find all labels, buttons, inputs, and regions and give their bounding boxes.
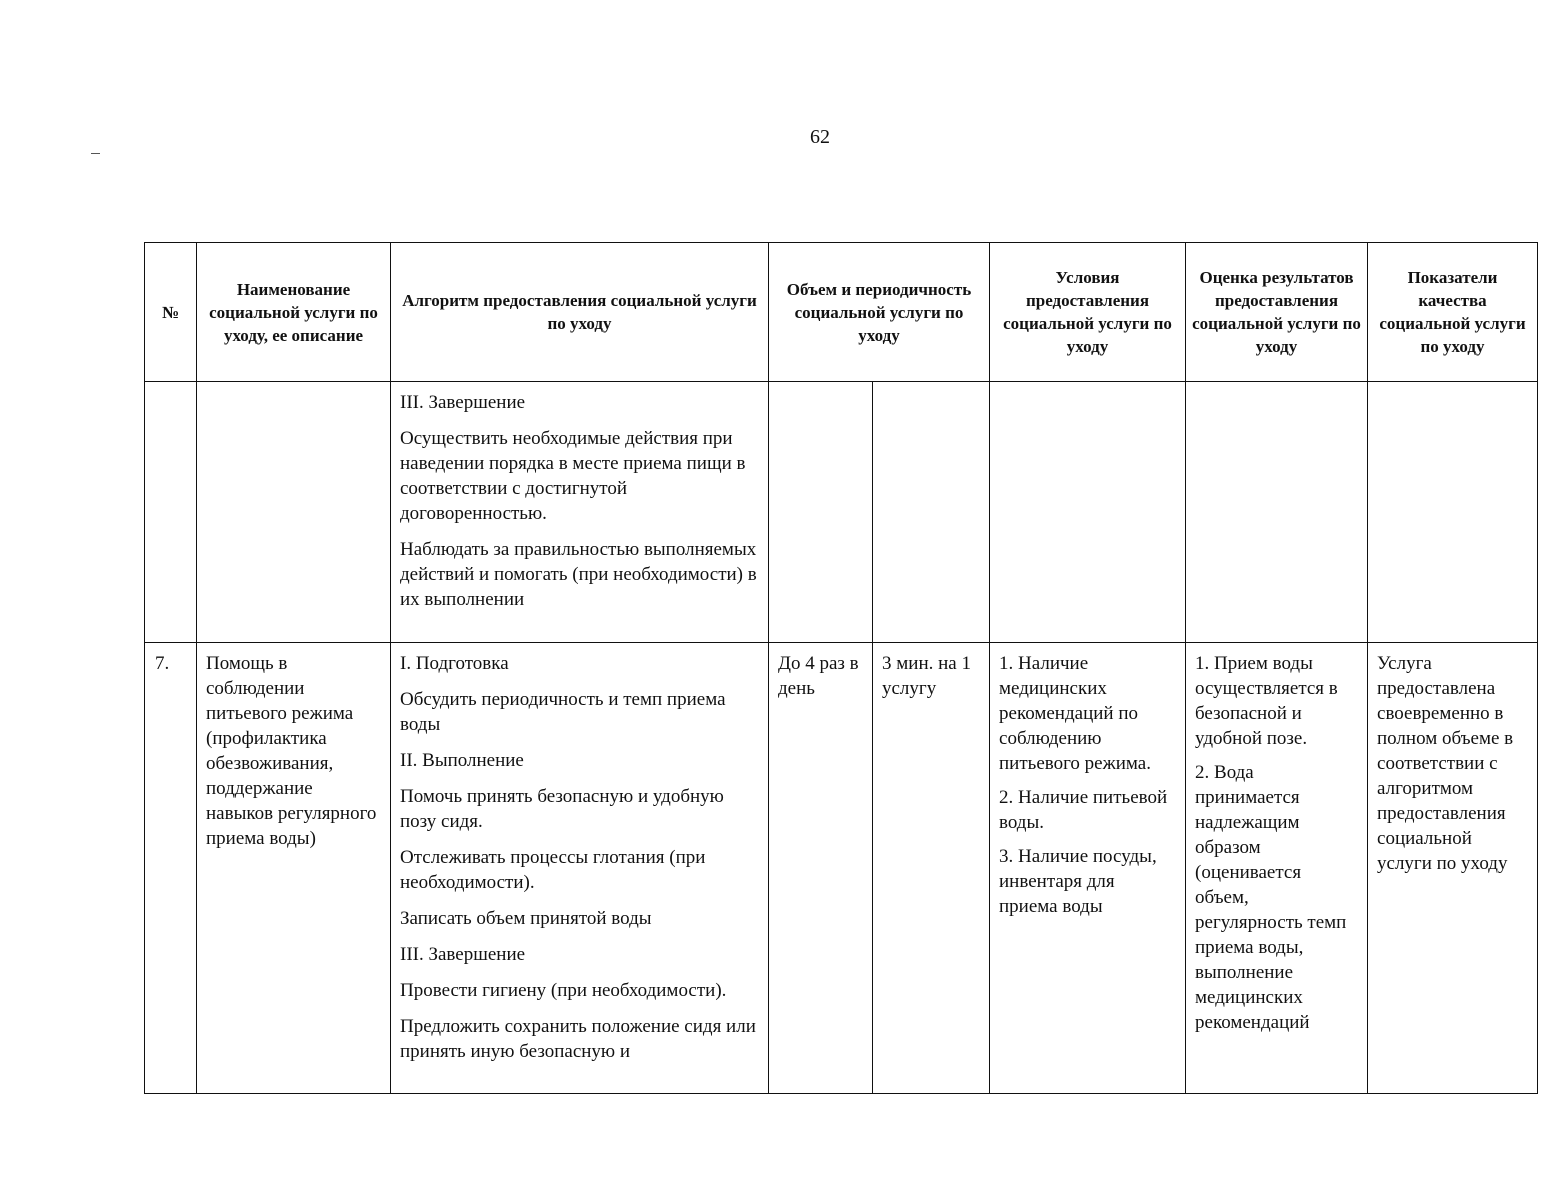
page-number: 62 <box>810 126 830 148</box>
condition-item: 3. Наличие посуды, инвентаря для приема воды <box>999 846 1157 917</box>
algorithm-step: Осуществить необходимые действия при наведении порядка в месте приема пищи в соответствии с достигнутой договоренностью. <box>400 428 746 524</box>
header-num: № <box>145 243 197 382</box>
cell-name-empty <box>197 382 391 643</box>
cell-frequency-empty <box>769 382 873 643</box>
header-volume-frequency: Объем и периодичность социальной услуги по уходу <box>769 243 990 382</box>
algorithm-step: Помочь принять безопасную и удобную позу сидя. <box>400 786 724 832</box>
header-conditions: Условия предоставления социальной услуги по уходу <box>990 243 1186 382</box>
algorithm-step: Обсудить периодичность и темп приема воды <box>400 689 726 735</box>
algorithm-step: I. Подготовка <box>400 653 509 674</box>
table-row <box>145 643 1538 1094</box>
algorithm-step: III. Завершение <box>400 392 526 413</box>
evaluation-item: 1. Прием воды осуществляется в безопасной и удобной позе. <box>1195 653 1338 749</box>
cell-conditions <box>990 643 1186 1094</box>
cell-quality-empty <box>1368 382 1538 643</box>
algorithm-step: Отслеживать процессы глотания (при необходимости). <box>400 847 706 893</box>
header-quality: Показатели качества социальной услуги по уходу <box>1368 243 1538 382</box>
scan-artifact-mark <box>91 153 100 154</box>
service-name: Помощь в соблюдении питьевого режима (профилактика обезвоживания, поддержание навыков регулярного приема воды) <box>197 643 391 1094</box>
header-evaluation: Оценка результатов предоставления социальной услуги по уходу <box>1186 243 1368 382</box>
table-row-continuation <box>145 382 1538 643</box>
cell-evaluation-empty <box>1186 382 1368 643</box>
cell-algorithm <box>391 382 769 643</box>
cell-num-empty <box>145 382 197 643</box>
header-service-name: Наименование социальной услуги по уходу, ее описание <box>197 243 391 382</box>
algorithm-step: II. Выполнение <box>400 750 524 771</box>
cell-algorithm <box>391 643 769 1094</box>
condition-item: 2. Наличие питьевой воды. <box>999 787 1168 833</box>
cell-duration-empty <box>873 382 990 643</box>
cell-evaluation <box>1186 643 1368 1094</box>
algorithm-step: Записать объем принятой воды <box>400 908 652 929</box>
header-algorithm: Алгоритм предоставления социальной услуги по уходу <box>391 243 769 382</box>
algorithm-step: Провести гигиену (при необходимости). <box>400 980 727 1001</box>
algorithm-step: Предложить сохранить положение сидя или принять иную безопасную и <box>400 1016 756 1062</box>
table-header-row <box>145 243 1538 382</box>
condition-item: 1. Наличие медицинских рекомендаций по соблюдению питьевого режима. <box>999 653 1151 774</box>
quality-indicator: Услуга предоставлена своевременно в полном объеме в соответствии с алгоритмом предоставления социальной услуги по уходу <box>1368 643 1538 1094</box>
row-number: 7. <box>145 643 197 1094</box>
service-frequency: До 4 раз в день <box>769 643 873 1094</box>
services-table <box>144 242 1538 1094</box>
service-duration: 3 мин. на 1 услугу <box>873 643 990 1094</box>
evaluation-item: 2. Вода принимается надлежащим образом (оценивается объем, регулярность темп приема воды, выполнение медицинских рекомендаций <box>1195 762 1347 1033</box>
cell-conditions-empty <box>990 382 1186 643</box>
algorithm-step: Наблюдать за правильностью выполняемых действий и помогать (при необходимости) в их выполнении <box>400 539 757 610</box>
algorithm-step: III. Завершение <box>400 944 526 965</box>
